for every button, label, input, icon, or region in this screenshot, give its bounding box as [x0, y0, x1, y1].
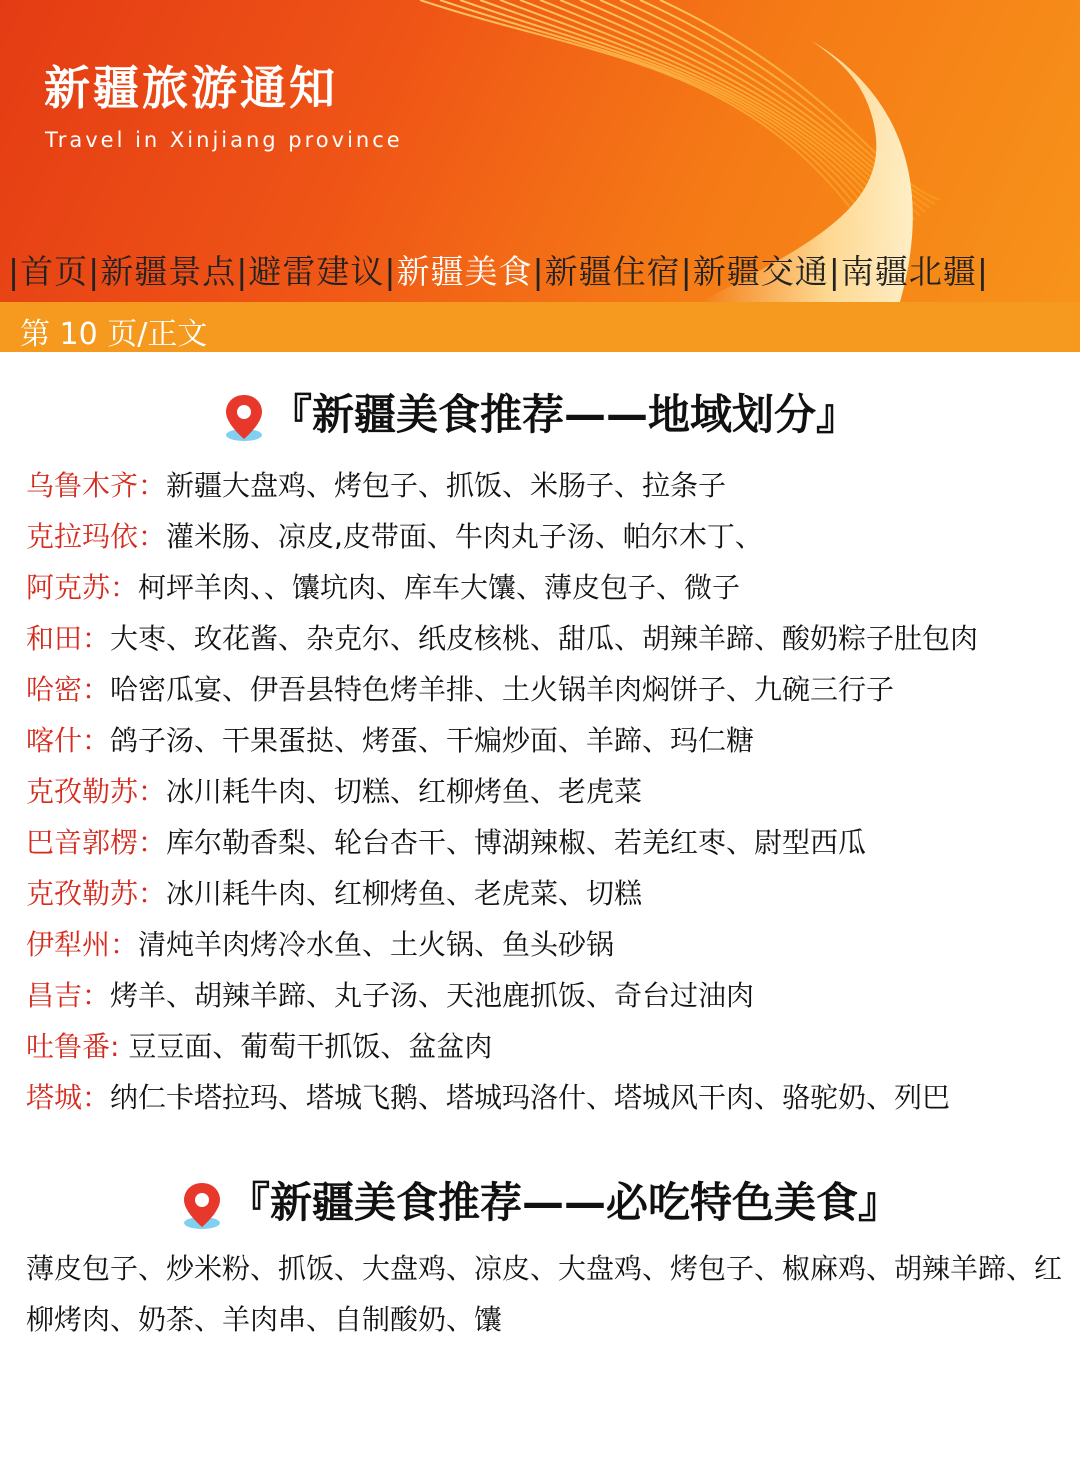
region-foods: 鸽子汤、干果蛋挞、烤蛋、干煸炒面、羊蹄、玛仁糖	[110, 724, 755, 757]
region-foods: 柯坪羊肉、、馕坑肉、库车大馕、薄皮包子、微子	[138, 571, 741, 604]
region-foods: 豆豆面、葡萄干抓饭、盆盆肉	[128, 1030, 493, 1063]
location-pin-icon	[180, 1181, 224, 1231]
list-item	[26, 719, 754, 759]
region-label: 塔城：	[26, 1081, 111, 1114]
region-label: 吐鲁番:	[26, 1030, 129, 1063]
list-item	[26, 515, 763, 555]
page-indicator: 第 10 页/正文	[20, 317, 208, 352]
region-foods: 库尔勒香梨、轮台杏干、博湖辣椒、若羌红枣、尉型西瓜	[166, 826, 867, 859]
region-label: 和田：	[26, 622, 111, 655]
region-foods: 冰川耗牛肉、切糕、红柳烤鱼、老虎菜	[166, 775, 643, 808]
region-label: 阿克苏：	[26, 571, 139, 604]
nav-item-home[interactable]: 首页	[20, 252, 89, 291]
nav-bar: |首页|新疆景点|避雷建议|新疆美食|新疆住宿|新疆交通|南疆北疆|	[8, 252, 989, 291]
page-indicator-bar	[0, 302, 1080, 352]
region-label: 昌吉：	[26, 979, 111, 1012]
list-item	[26, 872, 642, 912]
header-banner	[0, 0, 1080, 302]
list-item	[26, 974, 754, 1014]
region-foods: 新疆大盘鸡、烤包子、抓饭、米肠子、拉条子	[166, 469, 727, 502]
section-title-must-eat	[0, 1170, 1080, 1231]
region-foods: 冰川耗牛肉、红柳烤鱼、老虎菜、切糕	[166, 877, 643, 910]
region-label: 克孜勒苏：	[26, 877, 167, 910]
region-label: 哈密：	[26, 673, 111, 706]
location-pin-icon	[222, 393, 266, 443]
list-item	[26, 923, 614, 963]
page-subtitle: Travel in Xinjiang province	[45, 128, 403, 152]
list-item	[26, 821, 866, 861]
page-title: 新疆旅游通知	[44, 61, 338, 115]
list-item	[26, 668, 894, 708]
list-item	[26, 770, 642, 810]
section-title-text: 『新疆美食推荐——地域划分』	[269, 390, 858, 439]
region-label: 克孜勒苏：	[26, 775, 167, 808]
region-label: 喀什：	[26, 724, 111, 757]
region-label: 乌鲁木齐：	[26, 469, 167, 502]
must-eat-text: 薄皮包子、炒米粉、抓饭、大盘鸡、凉皮、大盘鸡、烤包子、椒麻鸡、胡辣羊蹄、红柳烤肉、奶茶、羊肉串、自制酸奶、馕	[26, 1252, 1063, 1336]
nav-item-south-north[interactable]: 南疆北疆	[840, 252, 977, 291]
list-item	[26, 1025, 492, 1065]
nav-item-food[interactable]: 新疆美食	[396, 252, 533, 291]
nav-item-avoid-tips[interactable]: 避雷建议	[248, 252, 385, 291]
list-item	[26, 1076, 950, 1116]
nav-item-lodging[interactable]: 新疆住宿	[544, 252, 681, 291]
region-foods: 烤羊、胡辣羊蹄、丸子汤、天池鹿抓饭、奇台过油肉	[110, 979, 755, 1012]
region-foods: 哈密瓜宴、伊吾县特色烤羊排、土火锅羊肉焖饼子、九碗三行子	[110, 673, 895, 706]
region-label: 巴音郭楞：	[26, 826, 167, 859]
region-foods: 大枣、玫花酱、杂克尔、纸皮核桃、甜瓜、胡辣羊蹄、酸奶粽子肚包肉	[110, 622, 979, 655]
region-foods: 灌米肠、凉皮,皮带面、牛肉丸子汤、帕尔木丁、	[166, 520, 763, 553]
list-item	[26, 464, 726, 504]
nav-item-attractions[interactable]: 新疆景点	[100, 252, 237, 291]
section-title-regional	[0, 382, 1080, 443]
region-label: 伊犁州：	[26, 928, 139, 961]
region-foods: 清炖羊肉烤冷水鱼、土火锅、鱼头砂锅	[138, 928, 615, 961]
list-item	[26, 617, 978, 657]
nav-item-transport[interactable]: 新疆交通	[692, 252, 829, 291]
list-item	[26, 566, 740, 606]
region-foods: 纳仁卡塔拉玛、塔城飞鹅、塔城玛洛什、塔城风干肉、骆驼奶、列巴	[110, 1081, 951, 1114]
region-label: 克拉玛依：	[26, 520, 167, 553]
section-title-text: 『新疆美食推荐——必吃特色美食』	[227, 1178, 900, 1227]
